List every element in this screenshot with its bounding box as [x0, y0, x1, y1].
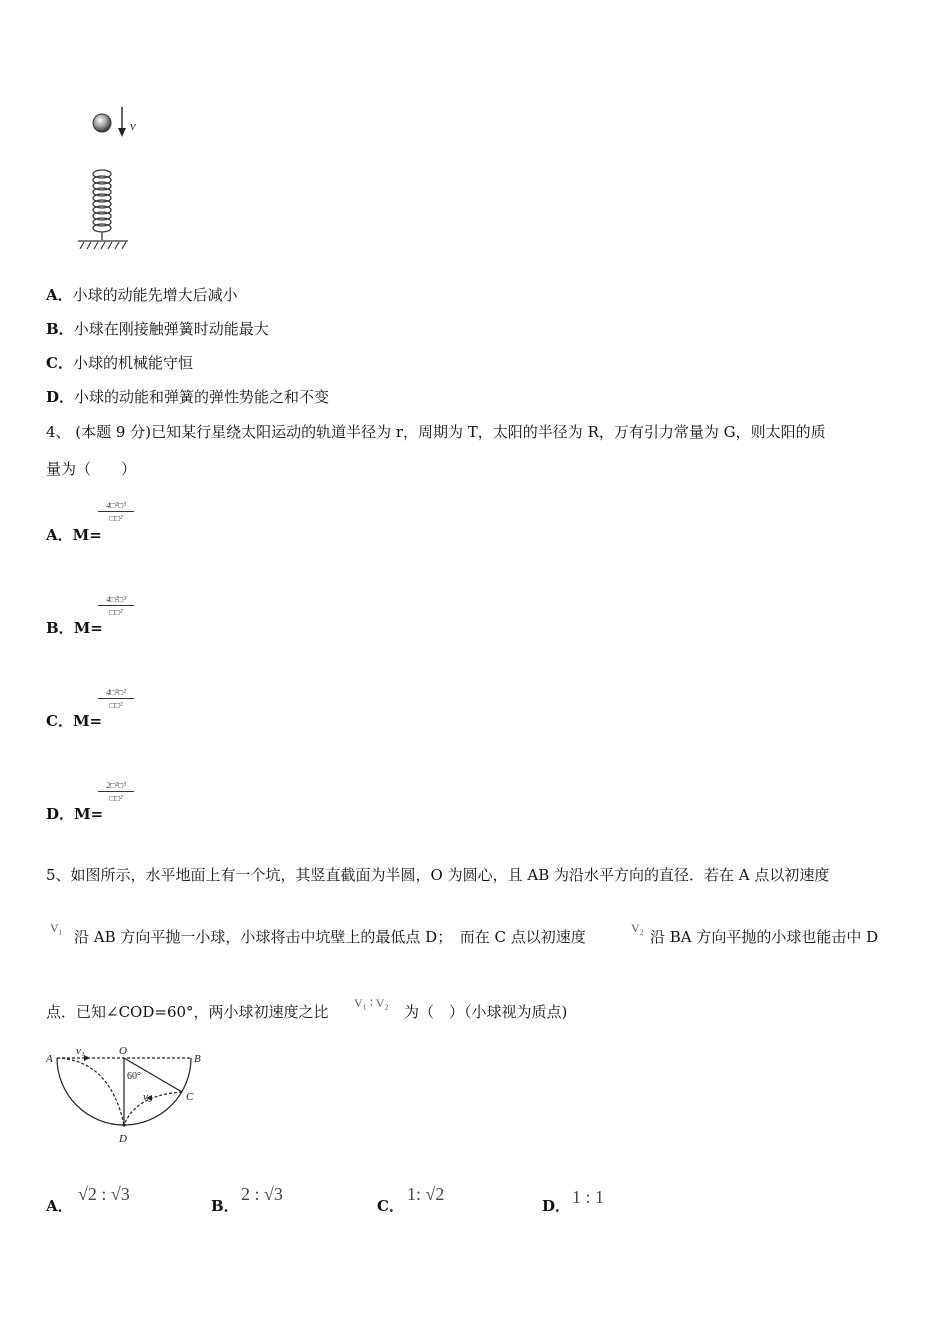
label-angle: 60° — [127, 1071, 141, 1082]
q5-v1-symbol: V₁ — [50, 921, 63, 935]
label-c: C — [186, 1091, 194, 1103]
q5-stem-line3b: 为（ ）（小球视为质点) — [404, 1003, 568, 1021]
q4-option-c: C．M= — [46, 712, 103, 730]
label-v1: v₁ — [76, 1045, 85, 1057]
q4-option-a: A．M= — [46, 526, 102, 544]
spring-coil — [93, 170, 111, 240]
ball — [93, 114, 111, 132]
trajectory-a — [57, 1058, 124, 1125]
q5-option-c-math: 1: √2 — [407, 1184, 445, 1204]
pit-figure — [40, 1040, 220, 1152]
q5-option-d-math: 1 : 1 — [572, 1187, 605, 1207]
q4-option-c-fraction: 4□²□² □□² — [98, 687, 134, 710]
velocity-label: v — [130, 118, 136, 133]
q3-option-a: A．小球的动能先增大后减小 — [46, 286, 238, 304]
q4-option-b: B．M= — [46, 619, 103, 637]
label-v2: v₂ — [143, 1091, 152, 1103]
label-d: D — [119, 1133, 127, 1145]
q5-stem-line2b: 沿 BA 方向平抛的小球也能击中 D — [650, 928, 879, 946]
q5-option-a-math: √2 : √3 — [78, 1184, 130, 1204]
spring-ball-figure — [70, 100, 150, 255]
q4-stem-line1: 4、 (本题 9 分)已知某行星绕太阳运动的轨道半径为 r，周期为 T，太阳的半径为 R，万有引力常量为 G，则太阳的质 — [46, 423, 826, 441]
q5-ratio-symbol: V₁ ∶ V₂ — [354, 996, 389, 1010]
q5-stem-line1: 5、如图所示，水平地面上有一个坑，其竖直截面为半圆，O 为圆心，且 AB 为沿水平方向的直径．若在 A 点以初速度 — [46, 866, 830, 884]
label-b: B — [194, 1053, 201, 1065]
q5-stem-line3a: 点．已知∠COD=60°，两小球初速度之比 — [46, 1003, 329, 1021]
q5-option-a: A． — [46, 1197, 73, 1215]
trajectory-c — [124, 1092, 182, 1125]
q5-option-b: B． — [211, 1197, 239, 1215]
q5-v2-symbol: V₂ — [631, 921, 644, 935]
q4-option-a-fraction: 4□²□³ □□² — [98, 500, 134, 523]
q5-option-d: D． — [542, 1197, 571, 1215]
q4-stem-line2: 量为（ ） — [46, 460, 137, 478]
ground-hatch — [78, 241, 128, 249]
label-o: O — [119, 1045, 127, 1057]
q5-option-c: C． — [377, 1197, 404, 1215]
q3-option-c: C．小球的机械能守恒 — [46, 354, 193, 372]
q4-option-d-fraction: 2□²□³ □□² — [98, 780, 134, 803]
q4-option-d: D．M= — [46, 805, 104, 823]
label-a: A — [46, 1053, 53, 1065]
q5-stem-line2a: 沿 AB 方向平抛一小球，小球将击中坑壁上的最低点 D； 而在 C 点以初速度 — [74, 928, 586, 946]
q3-option-b: B．小球在刚接触弹簧时动能最大 — [46, 320, 269, 338]
q5-option-b-math: 2 : √3 — [241, 1184, 283, 1204]
q3-option-d: D．小球的动能和弹簧的弹性势能之和不变 — [46, 388, 330, 406]
q4-option-b-fraction: 4□²□³ □□² — [98, 594, 134, 617]
